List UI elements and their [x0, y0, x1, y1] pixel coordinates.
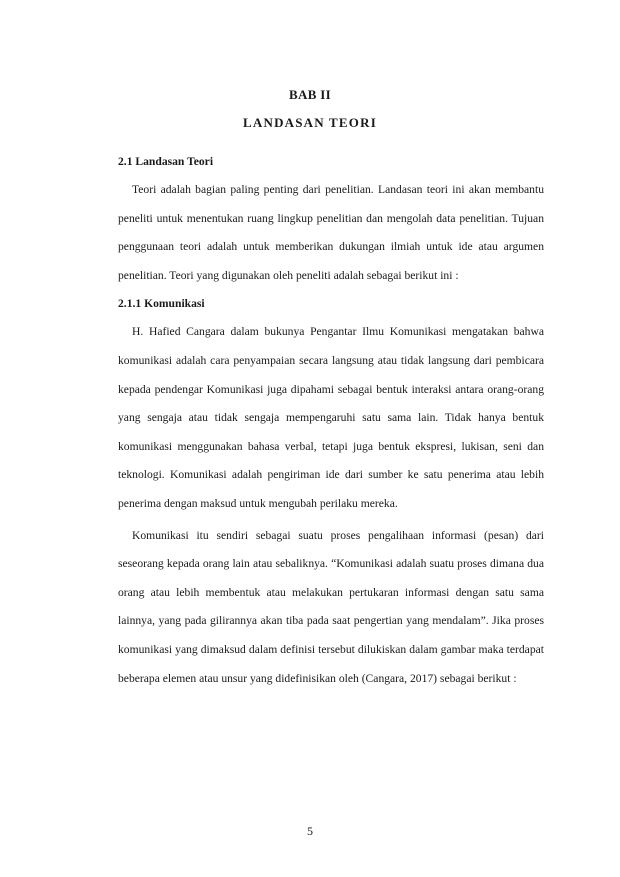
- subsection-heading-komunikasi: 2.1.1 Komunikasi: [118, 297, 205, 311]
- paragraph-komunikasi-process: Komunikasi itu sendiri sebagai suatu proses pengalihaan informasi (pesan) dari seseorang kepada orang lain atau sebaliknya. “Komunikasi adalah suatu proses dimana dua orang atau lebih membentuk atau melakukan pertukaran informasi dengan satu sama lainnya, yang pada gilirannya akan tiba pada saat pengertian yang mendalam”. Jika proses komunikasi yang dimaksud dalam definisi tersebut dilukiskan dalam gambar maka terdapat beberapa elemen atau unsur yang didefinisikan oleh (Cangara, 2017) sebagai berikut :: [118, 528, 544, 685]
- paragraph-komunikasi-definition: H. Hafied Cangara dalam bukunya Pengantar Ilmu Komunikasi mengatakan bahwa komunikasi adalah cara penyampaian secara langsung atau tidak langsung dari pembicara kepada pendengar Komunikasi juga dipahami sebagai bentuk interaksi antara orang-orang yang sengaja atau tidak sengaja mempengaruhi satu sama lain. Tidak hanya bentuk komunikasi menggunakan bahasa verbal, tetapi juga bentuk ekspresi, lukisan, seni dan teknologi. Komunikasi adalah pengiriman ide dari sumber ke satu penerima atau lebih penerima dengan maksud untuk mengubah perilaku mereka.: [118, 325, 544, 510]
- page-body: [118, 148, 544, 693]
- chapter-number: BAB II: [289, 87, 331, 102]
- paragraph-landasan-teori: Teori adalah bagian paling penting dari penelitian. Landasan teori ini akan membantu peneliti untuk menentukan ruang lingkup penelitian dan mengolah data penelitian. Tujuan penggunaan teori adalah untuk memberikan dukungan ilmiah untuk ide atau argumen penelitian. Teori yang digunakan oleh peneliti adalah sebagai berikut ini :: [118, 183, 544, 282]
- page-number: 5: [307, 824, 313, 838]
- chapter-title: LANDASAN TEORI: [243, 115, 377, 130]
- section-heading-landasan-teori: 2.1 Landasan Teori: [118, 155, 214, 168]
